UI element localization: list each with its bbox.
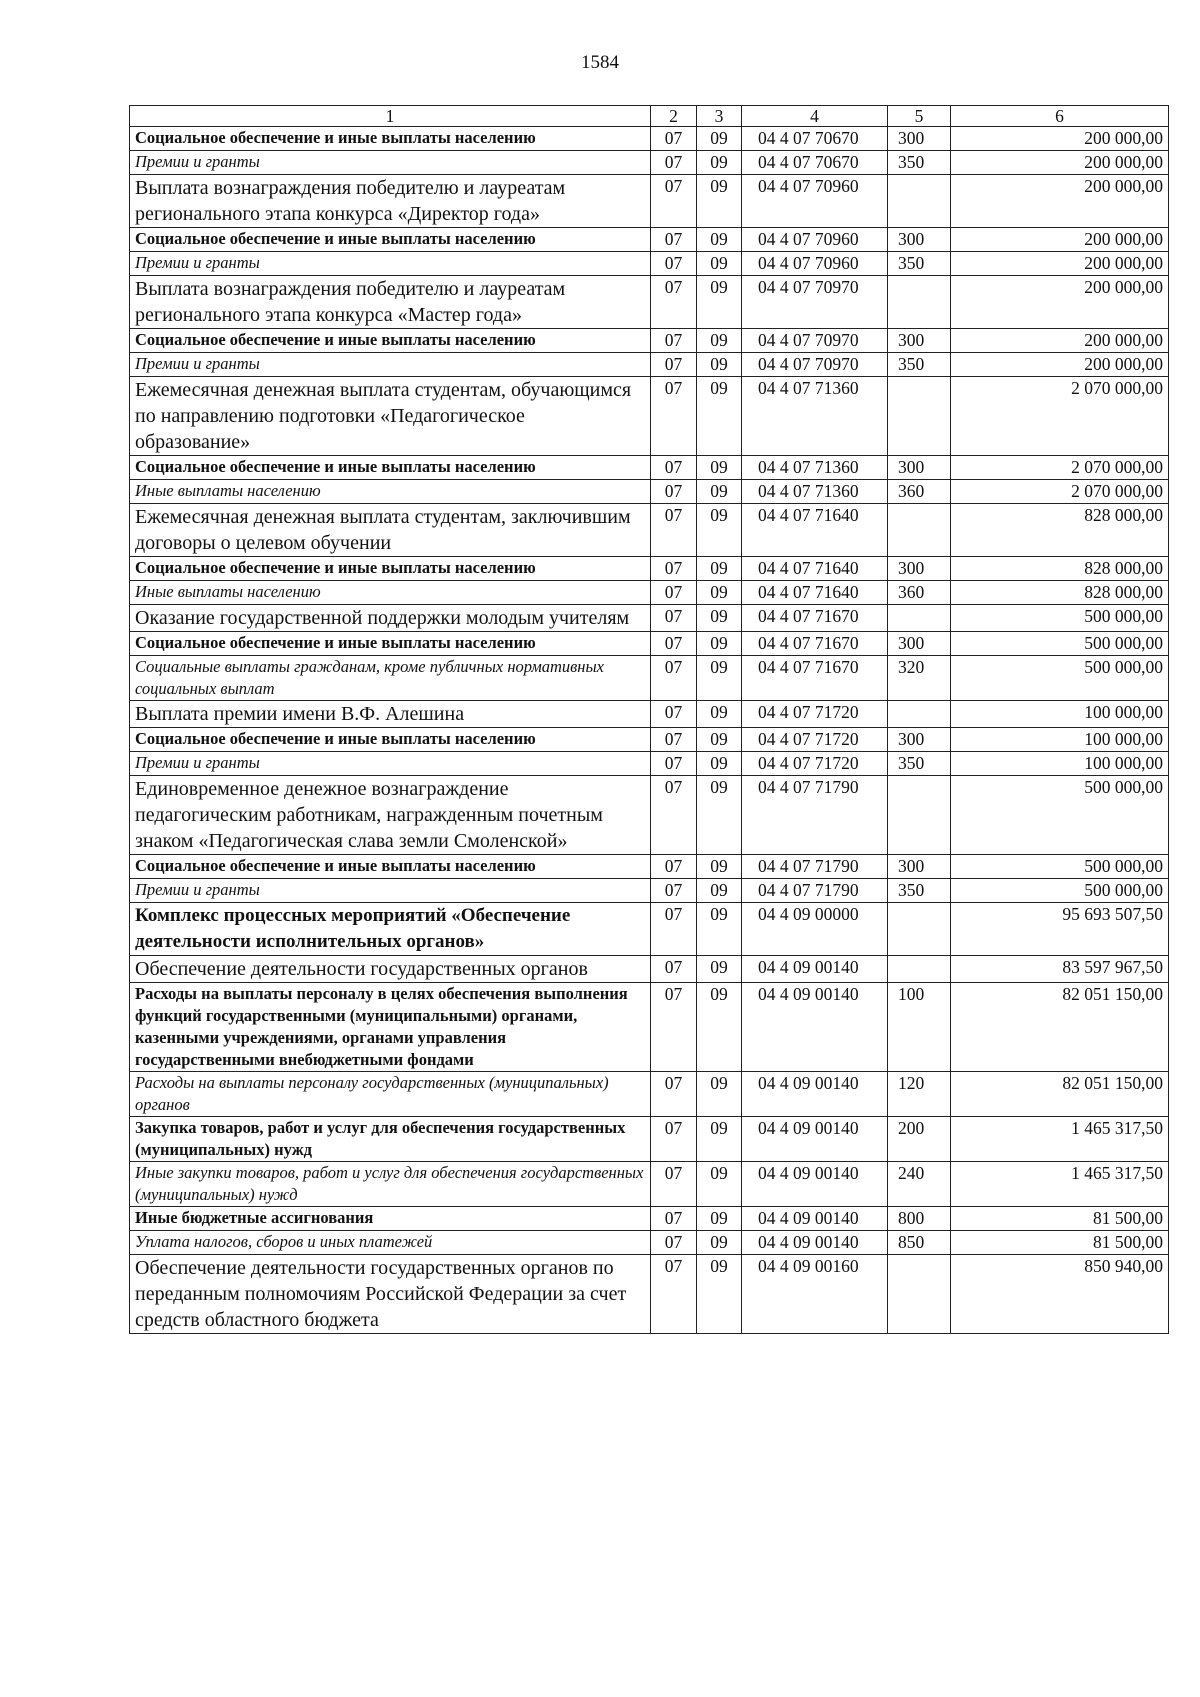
razdel-cell: 07: [651, 728, 697, 752]
row-name-cell: Социальное обеспечение и иные выплаты населению: [130, 728, 651, 752]
vr-cell: [888, 776, 951, 855]
podrazdel-cell: 09: [697, 456, 742, 480]
vr-cell: 300: [888, 557, 951, 581]
podrazdel-cell: 09: [697, 228, 742, 252]
csr-cell: 04 4 09 00000: [742, 903, 888, 956]
sum-cell: 500 000,00: [951, 656, 1169, 701]
vr-cell: [888, 701, 951, 728]
vr-cell: 300: [888, 632, 951, 656]
csr-cell: 04 4 09 00140: [742, 1072, 888, 1117]
header-cell-3: 3: [697, 106, 742, 127]
row-name-cell: Социальное обеспечение и иные выплаты населению: [130, 127, 651, 151]
table-row: [130, 1255, 1169, 1334]
podrazdel-cell: 09: [697, 1072, 742, 1117]
csr-cell: 04 4 07 70960: [742, 252, 888, 276]
sum-cell: 828 000,00: [951, 504, 1169, 557]
razdel-cell: 07: [651, 605, 697, 632]
row-name-cell: Иные бюджетные ассигнования: [130, 1207, 651, 1231]
podrazdel-cell: 09: [697, 605, 742, 632]
vr-cell: 300: [888, 728, 951, 752]
table-row: [130, 956, 1169, 983]
vr-cell: 320: [888, 656, 951, 701]
row-name-cell: Иные выплаты населению: [130, 581, 651, 605]
razdel-cell: 07: [651, 127, 697, 151]
sum-cell: 200 000,00: [951, 127, 1169, 151]
row-name-cell: Ежемесячная денежная выплата студентам, заключившим договоры о целевом обучении: [130, 504, 651, 557]
row-name-cell: Премии и гранты: [130, 151, 651, 175]
sum-cell: 500 000,00: [951, 776, 1169, 855]
podrazdel-cell: 09: [697, 855, 742, 879]
table-row: [130, 1207, 1169, 1231]
csr-cell: 04 4 09 00140: [742, 1231, 888, 1255]
podrazdel-cell: 09: [697, 252, 742, 276]
budget-table: [129, 105, 1169, 1334]
sum-cell: 200 000,00: [951, 276, 1169, 329]
vr-cell: [888, 175, 951, 228]
row-name-cell: Выплата премии имени В.Ф. Алешина: [130, 701, 651, 728]
razdel-cell: 07: [651, 1162, 697, 1207]
podrazdel-cell: 09: [697, 1162, 742, 1207]
csr-cell: 04 4 07 71360: [742, 480, 888, 504]
csr-cell: 04 4 07 71640: [742, 557, 888, 581]
sum-cell: 100 000,00: [951, 701, 1169, 728]
razdel-cell: 07: [651, 1255, 697, 1334]
podrazdel-cell: 09: [697, 728, 742, 752]
sum-cell: 500 000,00: [951, 605, 1169, 632]
row-name-cell: Выплата вознаграждения победителю и лауреатам регионального этапа конкурса «Директор года»: [130, 175, 651, 228]
csr-cell: 04 4 07 71790: [742, 879, 888, 903]
sum-cell: 95 693 507,50: [951, 903, 1169, 956]
vr-cell: 350: [888, 252, 951, 276]
csr-cell: 04 4 07 71360: [742, 377, 888, 456]
row-name-cell: Социальное обеспечение и иные выплаты населению: [130, 456, 651, 480]
sum-cell: 200 000,00: [951, 175, 1169, 228]
csr-cell: 04 4 07 71720: [742, 701, 888, 728]
table-row: [130, 701, 1169, 728]
vr-cell: 300: [888, 456, 951, 480]
table-row: [130, 632, 1169, 656]
sum-cell: 2 070 000,00: [951, 377, 1169, 456]
row-name-cell: Комплекс процессных мероприятий «Обеспечение деятельности исполнительных органов»: [130, 903, 651, 956]
sum-cell: 200 000,00: [951, 228, 1169, 252]
razdel-cell: 07: [651, 228, 697, 252]
sum-cell: 100 000,00: [951, 752, 1169, 776]
razdel-cell: 07: [651, 377, 697, 456]
row-name-cell: Оказание государственной поддержки молодым учителям: [130, 605, 651, 632]
vr-cell: 240: [888, 1162, 951, 1207]
razdel-cell: 07: [651, 776, 697, 855]
sum-cell: 500 000,00: [951, 632, 1169, 656]
vr-cell: [888, 377, 951, 456]
razdel-cell: 07: [651, 1072, 697, 1117]
razdel-cell: 07: [651, 632, 697, 656]
csr-cell: 04 4 07 70970: [742, 329, 888, 353]
header-cell-4: 4: [742, 106, 888, 127]
row-name-cell: Премии и гранты: [130, 879, 651, 903]
podrazdel-cell: 09: [697, 656, 742, 701]
razdel-cell: 07: [651, 701, 697, 728]
csr-cell: 04 4 07 71670: [742, 656, 888, 701]
podrazdel-cell: 09: [697, 377, 742, 456]
csr-cell: 04 4 07 71670: [742, 605, 888, 632]
razdel-cell: 07: [651, 581, 697, 605]
podrazdel-cell: 09: [697, 276, 742, 329]
sum-cell: 828 000,00: [951, 581, 1169, 605]
razdel-cell: 07: [651, 504, 697, 557]
razdel-cell: 07: [651, 353, 697, 377]
vr-cell: [888, 903, 951, 956]
sum-cell: 500 000,00: [951, 879, 1169, 903]
podrazdel-cell: 09: [697, 632, 742, 656]
header-cell-5: 5: [888, 106, 951, 127]
csr-cell: 04 4 09 00140: [742, 1162, 888, 1207]
razdel-cell: 07: [651, 1231, 697, 1255]
table-row: [130, 728, 1169, 752]
csr-cell: 04 4 07 71720: [742, 752, 888, 776]
table-row: [130, 1162, 1169, 1207]
podrazdel-cell: 09: [697, 1255, 742, 1334]
sum-cell: 500 000,00: [951, 855, 1169, 879]
vr-cell: 350: [888, 752, 951, 776]
razdel-cell: 07: [651, 175, 697, 228]
vr-cell: [888, 605, 951, 632]
razdel-cell: 07: [651, 252, 697, 276]
razdel-cell: 07: [651, 855, 697, 879]
podrazdel-cell: 09: [697, 983, 742, 1072]
table-row: [130, 656, 1169, 701]
podrazdel-cell: 09: [697, 504, 742, 557]
table-row: [130, 151, 1169, 175]
csr-cell: 04 4 07 71360: [742, 456, 888, 480]
table-row: [130, 776, 1169, 855]
table-row: [130, 228, 1169, 252]
table-row: [130, 557, 1169, 581]
sum-cell: 100 000,00: [951, 728, 1169, 752]
razdel-cell: 07: [651, 752, 697, 776]
razdel-cell: 07: [651, 557, 697, 581]
vr-cell: 300: [888, 855, 951, 879]
csr-cell: 04 4 07 71790: [742, 776, 888, 855]
table-row: [130, 752, 1169, 776]
sum-cell: 828 000,00: [951, 557, 1169, 581]
vr-cell: [888, 956, 951, 983]
table-row: [130, 855, 1169, 879]
header-cell-6: 6: [951, 106, 1169, 127]
row-name-cell: Выплата вознаграждения победителю и лауреатам регионального этапа конкурса «Мастер года»: [130, 276, 651, 329]
podrazdel-cell: 09: [697, 1207, 742, 1231]
page-number: 1584: [581, 52, 619, 73]
csr-cell: 04 4 07 70970: [742, 353, 888, 377]
csr-cell: 04 4 07 71670: [742, 632, 888, 656]
row-name-cell: Закупка товаров, работ и услуг для обеспечения государственных (муниципальных) нужд: [130, 1117, 651, 1162]
row-name-cell: Социальное обеспечение и иные выплаты населению: [130, 557, 651, 581]
header-row: [130, 106, 1169, 127]
table-row: [130, 480, 1169, 504]
vr-cell: 300: [888, 127, 951, 151]
row-name-cell: Социальное обеспечение и иные выплаты населению: [130, 855, 651, 879]
table-row: [130, 456, 1169, 480]
table-row: [130, 1072, 1169, 1117]
sum-cell: 200 000,00: [951, 151, 1169, 175]
table-row: [130, 581, 1169, 605]
vr-cell: 360: [888, 480, 951, 504]
sum-cell: 81 500,00: [951, 1231, 1169, 1255]
vr-cell: 300: [888, 329, 951, 353]
sum-cell: 200 000,00: [951, 329, 1169, 353]
csr-cell: 04 4 07 70670: [742, 151, 888, 175]
podrazdel-cell: 09: [697, 879, 742, 903]
sum-cell: 850 940,00: [951, 1255, 1169, 1334]
podrazdel-cell: 09: [697, 956, 742, 983]
podrazdel-cell: 09: [697, 175, 742, 228]
podrazdel-cell: 09: [697, 776, 742, 855]
razdel-cell: 07: [651, 956, 697, 983]
csr-cell: 04 4 09 00140: [742, 956, 888, 983]
podrazdel-cell: 09: [697, 581, 742, 605]
table-row: [130, 353, 1169, 377]
row-name-cell: Ежемесячная денежная выплата студентам, обучающимся по направлению подготовки «Педагогическое образование»: [130, 377, 651, 456]
vr-cell: 350: [888, 151, 951, 175]
podrazdel-cell: 09: [697, 557, 742, 581]
row-name-cell: Социальные выплаты гражданам, кроме публичных нормативных социальных выплат: [130, 656, 651, 701]
table-row: [130, 175, 1169, 228]
row-name-cell: Иные закупки товаров, работ и услуг для обеспечения государственных (муниципальных) нужд: [130, 1162, 651, 1207]
razdel-cell: 07: [651, 656, 697, 701]
sum-cell: 2 070 000,00: [951, 480, 1169, 504]
table-row: [130, 1117, 1169, 1162]
sum-cell: 2 070 000,00: [951, 456, 1169, 480]
sum-cell: 81 500,00: [951, 1207, 1169, 1231]
table-row: [130, 504, 1169, 557]
razdel-cell: 07: [651, 329, 697, 353]
row-name-cell: Иные выплаты населению: [130, 480, 651, 504]
sum-cell: 82 051 150,00: [951, 983, 1169, 1072]
table-body: [130, 106, 1169, 1334]
row-name-cell: Обеспечение деятельности государственных органов: [130, 956, 651, 983]
razdel-cell: 07: [651, 903, 697, 956]
row-name-cell: Социальное обеспечение и иные выплаты населению: [130, 329, 651, 353]
podrazdel-cell: 09: [697, 480, 742, 504]
vr-cell: 120: [888, 1072, 951, 1117]
razdel-cell: 07: [651, 1207, 697, 1231]
vr-cell: 350: [888, 879, 951, 903]
podrazdel-cell: 09: [697, 1117, 742, 1162]
razdel-cell: 07: [651, 276, 697, 329]
vr-cell: 200: [888, 1117, 951, 1162]
table-row: [130, 377, 1169, 456]
row-name-cell: Премии и гранты: [130, 752, 651, 776]
csr-cell: 04 4 09 00140: [742, 983, 888, 1072]
row-name-cell: Единовременное денежное вознаграждение педагогическим работникам, награжденным почетным знаком «Педагогическая слава земли Смоленской»: [130, 776, 651, 855]
csr-cell: 04 4 07 70970: [742, 276, 888, 329]
row-name-cell: Расходы на выплаты персоналу в целях обеспечения выполнения функций государственными (муниципальными) органами, казенными учреждениями, органами управления государственными внебюджетными фондами: [130, 983, 651, 1072]
podrazdel-cell: 09: [697, 1231, 742, 1255]
vr-cell: [888, 276, 951, 329]
vr-cell: [888, 504, 951, 557]
header-cell-2: 2: [651, 106, 697, 127]
csr-cell: 04 4 07 71790: [742, 855, 888, 879]
vr-cell: 350: [888, 353, 951, 377]
podrazdel-cell: 09: [697, 752, 742, 776]
razdel-cell: 07: [651, 879, 697, 903]
podrazdel-cell: 09: [697, 903, 742, 956]
row-name-cell: Уплата налогов, сборов и иных платежей: [130, 1231, 651, 1255]
podrazdel-cell: 09: [697, 127, 742, 151]
table-row: [130, 903, 1169, 956]
podrazdel-cell: 09: [697, 151, 742, 175]
csr-cell: 04 4 07 71720: [742, 728, 888, 752]
row-name-cell: Расходы на выплаты персоналу государственных (муниципальных) органов: [130, 1072, 651, 1117]
table-row: [130, 879, 1169, 903]
csr-cell: 04 4 07 71640: [742, 504, 888, 557]
sum-cell: 83 597 967,50: [951, 956, 1169, 983]
vr-cell: 100: [888, 983, 951, 1072]
header-cell-1: 1: [130, 106, 651, 127]
sum-cell: 1 465 317,50: [951, 1162, 1169, 1207]
vr-cell: [888, 1255, 951, 1334]
table-row: [130, 276, 1169, 329]
row-name-cell: Обеспечение деятельности государственных органов по переданным полномочиям Российской Федерации за счет средств областного бюджета: [130, 1255, 651, 1334]
csr-cell: 04 4 07 70960: [742, 228, 888, 252]
vr-cell: 800: [888, 1207, 951, 1231]
table-row: [130, 329, 1169, 353]
csr-cell: 04 4 09 00140: [742, 1207, 888, 1231]
csr-cell: 04 4 07 70960: [742, 175, 888, 228]
razdel-cell: 07: [651, 983, 697, 1072]
csr-cell: 04 4 09 00160: [742, 1255, 888, 1334]
row-name-cell: Премии и гранты: [130, 353, 651, 377]
razdel-cell: 07: [651, 456, 697, 480]
table-row: [130, 252, 1169, 276]
vr-cell: 850: [888, 1231, 951, 1255]
table-row: [130, 983, 1169, 1072]
table-row: [130, 127, 1169, 151]
csr-cell: 04 4 07 70670: [742, 127, 888, 151]
row-name-cell: Социальное обеспечение и иные выплаты населению: [130, 632, 651, 656]
razdel-cell: 07: [651, 1117, 697, 1162]
csr-cell: 04 4 07 71640: [742, 581, 888, 605]
row-name-cell: Премии и гранты: [130, 252, 651, 276]
razdel-cell: 07: [651, 480, 697, 504]
vr-cell: 360: [888, 581, 951, 605]
table-row: [130, 1231, 1169, 1255]
sum-cell: 200 000,00: [951, 353, 1169, 377]
razdel-cell: 07: [651, 151, 697, 175]
podrazdel-cell: 09: [697, 701, 742, 728]
row-name-cell: Социальное обеспечение и иные выплаты населению: [130, 228, 651, 252]
podrazdel-cell: 09: [697, 353, 742, 377]
podrazdel-cell: 09: [697, 329, 742, 353]
csr-cell: 04 4 09 00140: [742, 1117, 888, 1162]
sum-cell: 1 465 317,50: [951, 1117, 1169, 1162]
sum-cell: 200 000,00: [951, 252, 1169, 276]
sum-cell: 82 051 150,00: [951, 1072, 1169, 1117]
table-row: [130, 605, 1169, 632]
vr-cell: 300: [888, 228, 951, 252]
